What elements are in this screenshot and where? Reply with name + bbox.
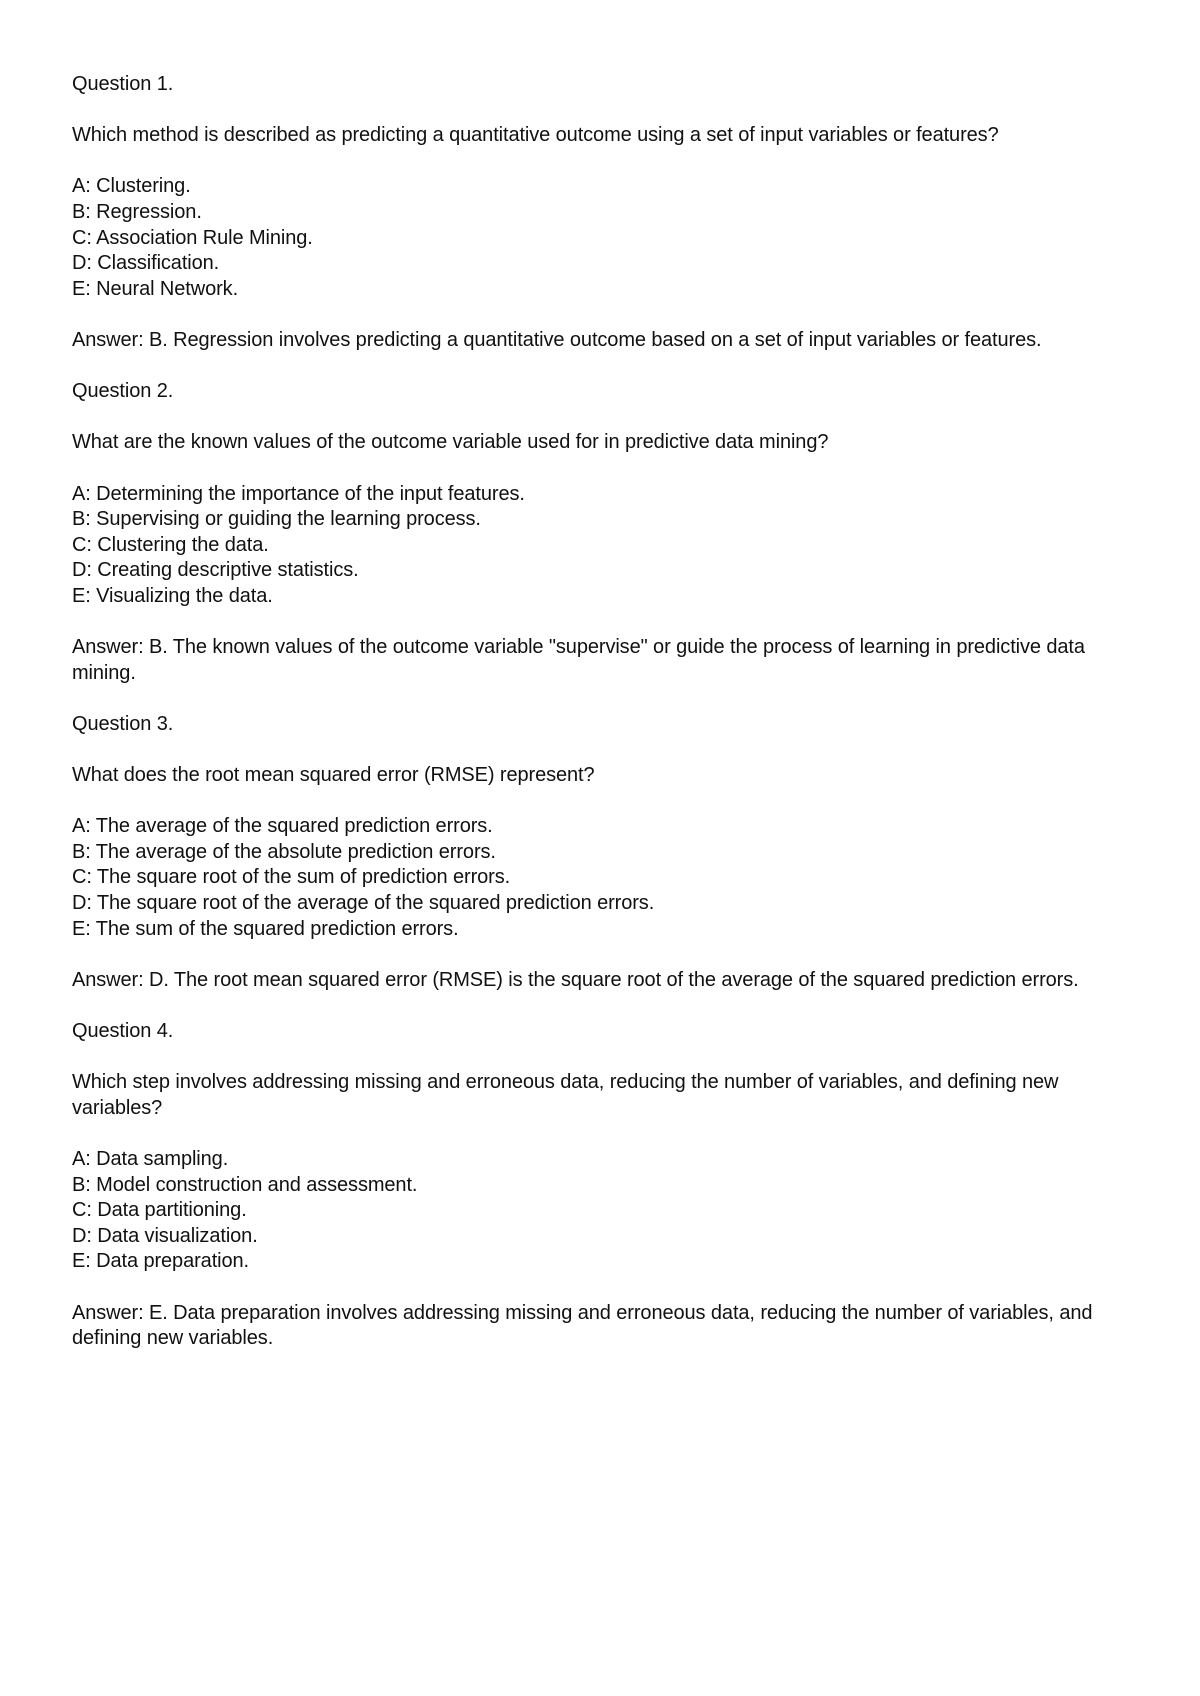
option-b: B: Supervising or guiding the learning process. xyxy=(72,508,481,531)
option-a: A: Clustering. xyxy=(72,175,191,198)
option-d: D: Classification. xyxy=(72,252,220,275)
option-a: A: The average of the squared prediction errors. xyxy=(72,815,493,838)
document-page xyxy=(72,72,1132,1377)
question-block-1 xyxy=(72,72,1132,354)
option-e: E: Neural Network. xyxy=(72,277,239,300)
answer-text: Answer: B. The known values of the outcome variable "supervise" or guide the process of learning in predictive data mining. xyxy=(72,636,1085,684)
question-text: What does the root mean squared error (RMSE) represent? xyxy=(72,764,595,787)
option-c: C: Association Rule Mining. xyxy=(72,226,313,249)
option-b: B: Regression. xyxy=(72,200,202,223)
option-d: D: Creating descriptive statistics. xyxy=(72,559,359,582)
option-a: A: Data sampling. xyxy=(72,1147,229,1170)
answer-text: Answer: E. Data preparation involves addressing missing and erroneous data, reducing the number of variables, and defining new variables. xyxy=(72,1301,1093,1350)
option-e: E: The sum of the squared prediction errors. xyxy=(72,917,459,940)
option-b: B: Model construction and assessment. xyxy=(72,1173,418,1196)
option-c: C: Clustering the data. xyxy=(72,533,269,556)
option-e: E: Visualizing the data. xyxy=(72,584,273,607)
option-list xyxy=(72,814,1132,942)
option-a: A: Determining the importance of the input features. xyxy=(72,482,525,505)
option-c: C: The square root of the sum of prediction errors. xyxy=(72,866,511,889)
question-heading: Question 2. xyxy=(72,380,174,403)
option-e: E: Data preparation. xyxy=(72,1250,249,1273)
question-heading: Question 1. xyxy=(72,73,174,95)
option-list xyxy=(72,1147,1132,1275)
question-block-4 xyxy=(72,1019,1132,1352)
question-text: Which method is described as predicting a quantitative outcome using a set of input variables or features? xyxy=(72,124,999,147)
option-list xyxy=(72,174,1132,302)
answer-text: Answer: B. Regression involves predicting a quantitative outcome based on a set of input variables or features. xyxy=(72,328,1042,351)
question-block-3 xyxy=(72,712,1132,994)
question-block-2 xyxy=(72,379,1132,686)
option-c: C: Data partitioning. xyxy=(72,1199,247,1222)
option-list xyxy=(72,482,1132,610)
option-d: D: The square root of the average of the squared prediction errors. xyxy=(72,892,655,914)
question-heading: Question 4. xyxy=(72,1019,174,1042)
option-b: B: The average of the absolute prediction errors. xyxy=(72,840,496,863)
question-text: What are the known values of the outcome variable used for in predictive data mining? xyxy=(72,431,829,454)
answer-text: Answer: D. The root mean squared error (RMSE) is the square root of the average of the squared prediction errors. xyxy=(72,968,1079,991)
question-heading: Question 3. xyxy=(72,712,174,735)
question-text: Which step involves addressing missing and erroneous data, reducing the number of variables, and defining new variables? xyxy=(72,1071,1059,1119)
option-d: D: Data visualization. xyxy=(72,1224,258,1247)
